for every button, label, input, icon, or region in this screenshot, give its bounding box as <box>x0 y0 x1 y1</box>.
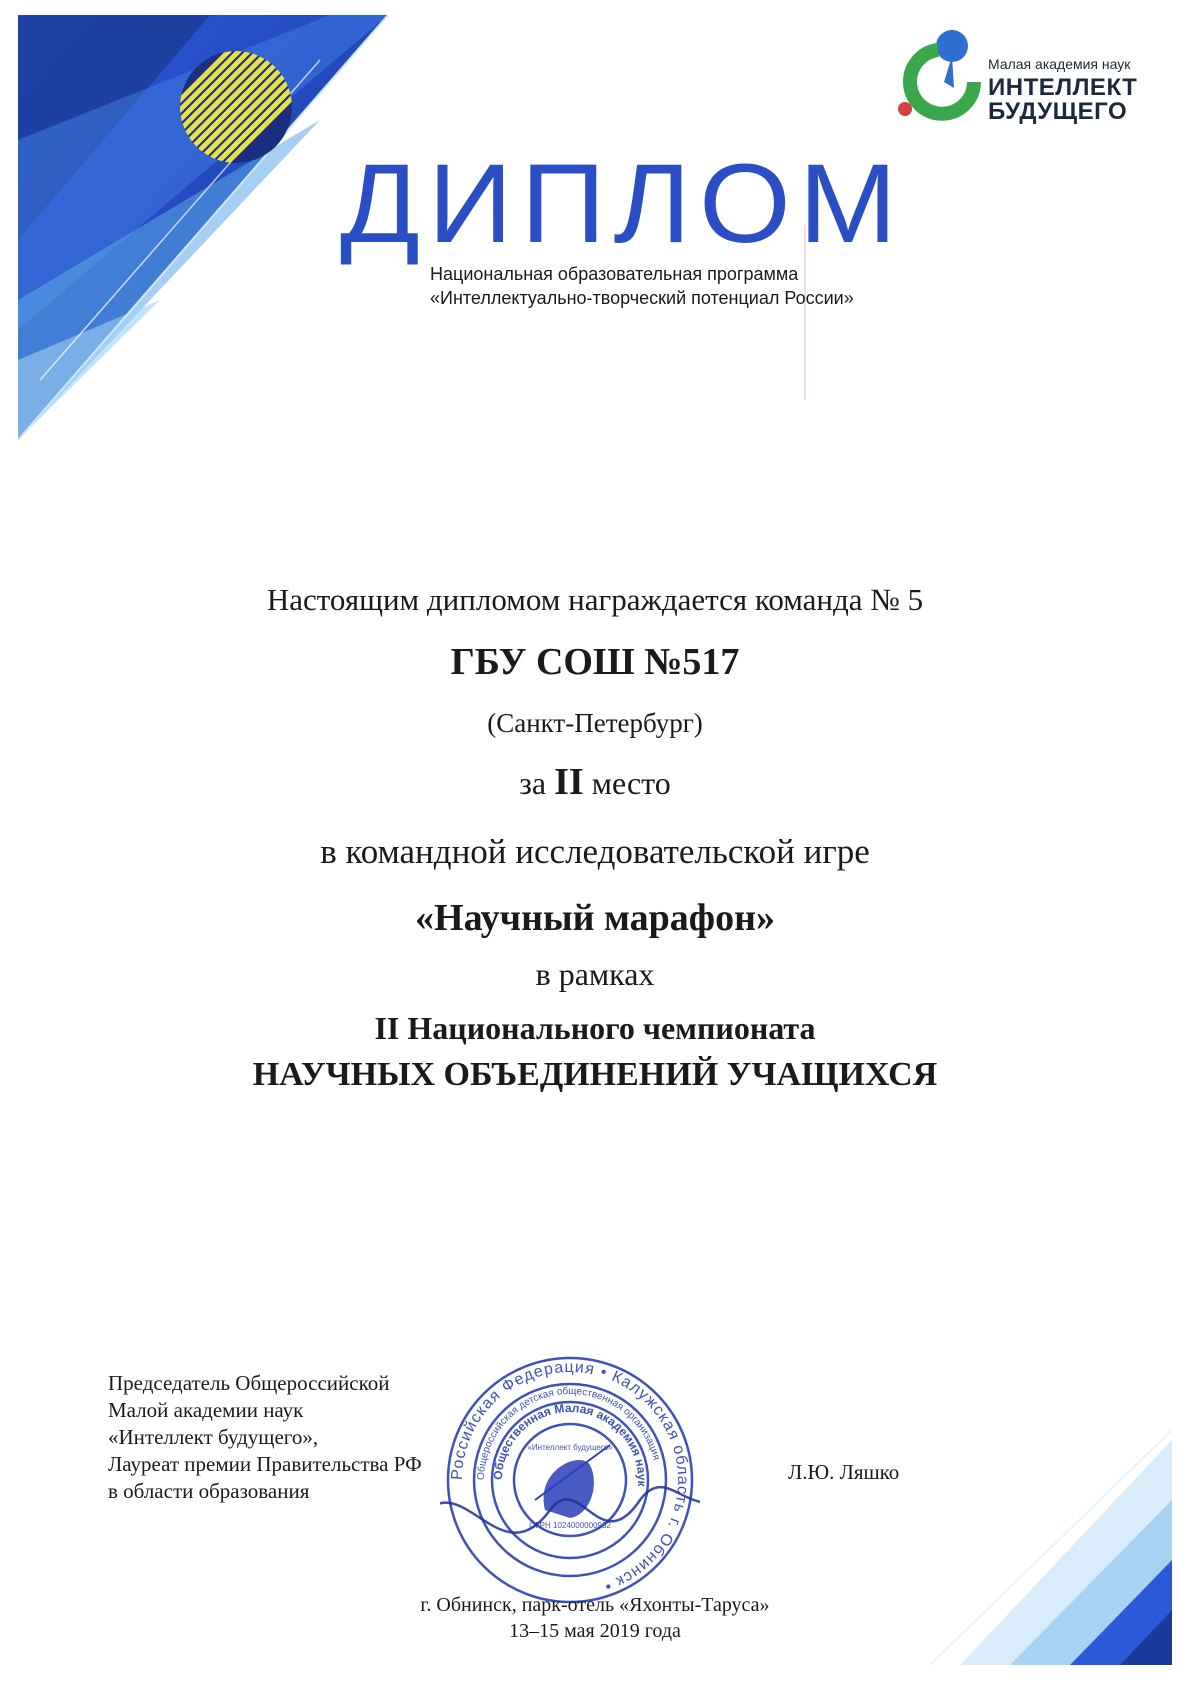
academy-logo-icon <box>892 26 988 126</box>
stamp-inner-text: Общественная Малая академия наук <box>490 1400 650 1487</box>
signer-line: Малой академии наук <box>108 1398 304 1422</box>
signer-name: Л.Ю. Ляшко <box>788 1460 900 1484</box>
academy-logo <box>892 26 1142 126</box>
championship-line1: II Национального чемпионата <box>374 1010 816 1046</box>
diploma-title: ДИПЛОМ <box>340 141 906 267</box>
award-place <box>0 760 1190 804</box>
logo-title-line1: ИНТЕЛЛЕКТ <box>988 74 1138 101</box>
frame-text: в рамках <box>535 956 655 992</box>
stamp-center-text: «Интеллект будущего» <box>527 1443 613 1452</box>
game-name: «Научный марафон» <box>415 897 775 939</box>
program-subtitle <box>430 262 854 310</box>
place-number: II <box>554 761 584 803</box>
logo-title-line2: БУДУЩЕГО <box>988 98 1128 125</box>
signer-line: Председатель Общероссийской <box>108 1371 390 1395</box>
signer-line: Лауреат премии Правительства РФ <box>108 1452 422 1476</box>
place-prefix: за <box>519 765 547 801</box>
program-line1: Национальная образовательная программа <box>430 264 799 284</box>
footer-date: 13–15 мая 2019 года <box>509 1620 681 1642</box>
official-stamp-icon <box>440 1350 700 1610</box>
logo-academy-label: Малая академия наук <box>988 56 1131 72</box>
footer-location: г. Обнинск, парк-отель «Яхонты-Таруса» <box>420 1594 770 1616</box>
stamp-outer-text: Российская Федерация • Калужская область г. Обнинск • <box>448 1358 692 1596</box>
place-suffix: место <box>591 765 671 801</box>
signer-line: в области образования <box>108 1479 310 1503</box>
game-description: в командной исследовательской игре <box>320 832 870 871</box>
stamp-ogrn: ОГРН 1024000000932 <box>529 1521 611 1530</box>
school-city: (Санкт-Петербург) <box>487 708 703 738</box>
signer-line: «Интеллект будущего», <box>108 1425 319 1449</box>
school-name: ГБУ СОШ №517 <box>450 641 740 683</box>
stamp-emblem-icon <box>535 1445 610 1518</box>
award-intro: Настоящим дипломом награждается команда № 5 <box>266 582 924 617</box>
signer-title <box>108 1370 488 1505</box>
championship-line2: НАУЧНЫХ ОБЪЕДИНЕНИЙ УЧАЩИХСЯ <box>252 1056 938 1093</box>
stamp-middle-text: Общероссийская детская общественная организация <box>475 1385 662 1481</box>
program-line2: «Интеллектуально-творческий потенциал России» <box>430 288 854 308</box>
